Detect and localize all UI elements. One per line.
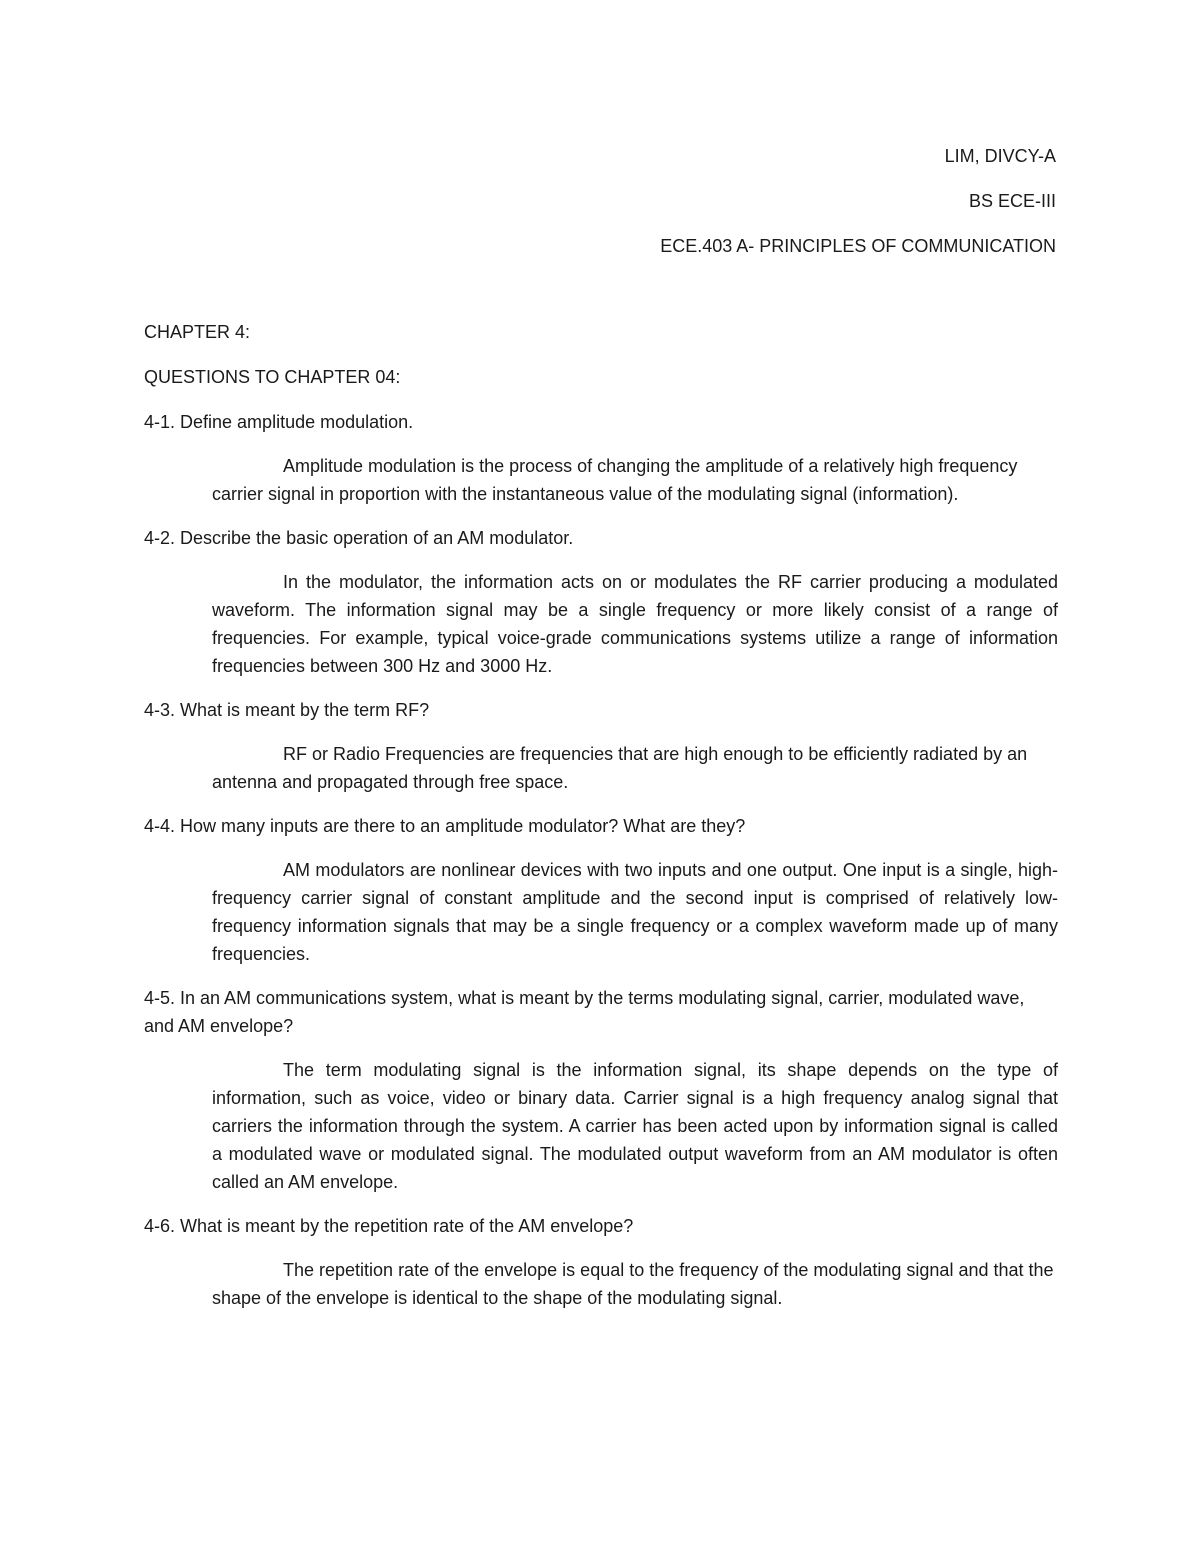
chapter-subtitle: QUESTIONS TO CHAPTER 04: [144,367,401,387]
answer-4-5: The term modulating signal is the information signal, its shape depends on the type of information, such as voice, video or binary data. Carrier signal is a high frequency analog signal that carriers the information through the system. A carrier has been acted upon by information signal is called a modulated wave or modulated signal. The modulated output waveform from an AM modulator is often called an AM envelope. [212,1060,1058,1192]
student-name: LIM, DIVCY-A [944,146,1056,166]
author-header [660,142,1056,277]
document-body [144,318,1058,1328]
question-4-3: 4-3. What is meant by the term RF? [144,700,430,720]
answer-4-1: Amplitude modulation is the process of changing the amplitude of a relatively high frequency carrier signal in proportion with the instantaneous value of the modulating signal (information). [212,456,1018,504]
chapter-title: CHAPTER 4: [144,322,251,342]
question-4-4: 4-4. How many inputs are there to an amplitude modulator? What are they? [144,816,746,836]
question-4-6: 4-6. What is meant by the repetition rate of the AM envelope? [144,1216,634,1236]
question-4-2: 4-2. Describe the basic operation of an AM modulator. [144,528,574,548]
question-4-1: 4-1. Define amplitude modulation. [144,412,414,432]
student-program: BS ECE-III [968,191,1056,211]
answer-4-2: In the modulator, the information acts on or modulates the RF carrier producing a modulated waveform. The information signal may be a single frequency or more likely consist of a range of frequencies. For example, typical voice-grade communications systems utilize a range of information frequencies between 300 Hz and 3000 Hz. [212,572,1058,676]
question-4-5: 4-5. In an AM communications system, what is meant by the terms modulating signal, carrier, modulated wave, and AM envelope? [144,988,1025,1036]
course-title: ECE.403 A- PRINCIPLES OF COMMUNICATION [660,236,1056,256]
answer-4-6: The repetition rate of the envelope is equal to the frequency of the modulating signal and that the shape of the envelope is identical to the shape of the modulating signal. [212,1260,1054,1308]
answer-4-3: RF or Radio Frequencies are frequencies that are high enough to be efficiently radiated by an antenna and propagated through free space. [212,744,1028,792]
answer-4-4: AM modulators are nonlinear devices with two inputs and one output. One input is a single, high-frequency carrier signal of constant amplitude and the second input is comprised of relatively low-frequency information signals that may be a single frequency or a complex waveform made up of many frequencies. [212,860,1058,964]
